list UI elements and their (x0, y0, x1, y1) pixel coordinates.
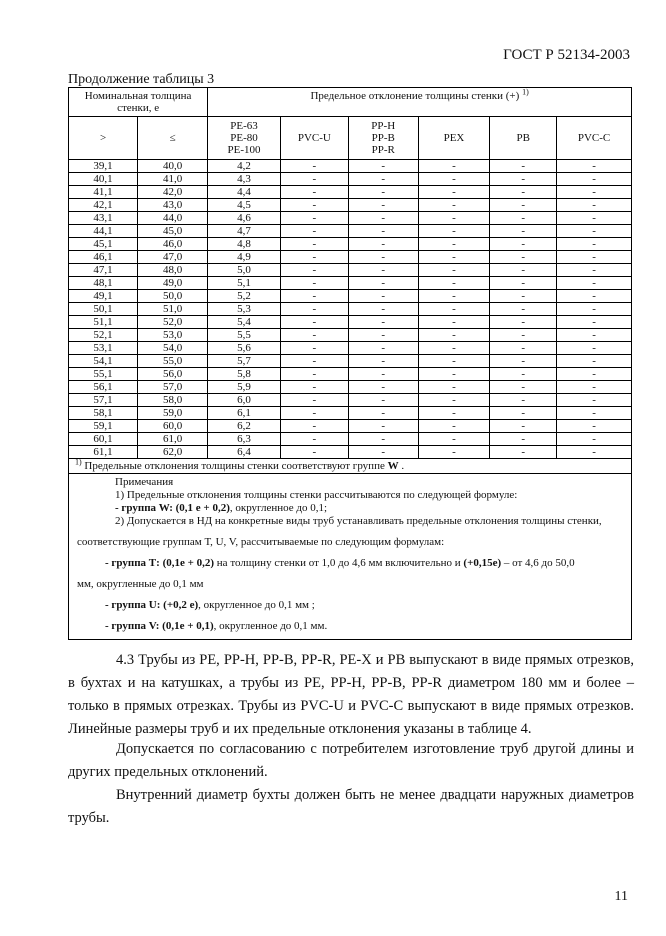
group-u-rest: , округленное до 0,1 мм ; (198, 599, 315, 611)
table-cell: - (348, 420, 418, 433)
table-cell: - (280, 420, 348, 433)
material-ppr: PP-R (371, 144, 395, 156)
table-cell: 4,7 (208, 225, 281, 238)
table-cell: - (348, 199, 418, 212)
table-cell: - (418, 329, 490, 342)
note-group-v (77, 620, 623, 633)
table-row (69, 186, 632, 199)
group-t-mid: на толщину стенки от 1,0 до 4,6 мм включительно и (214, 557, 464, 569)
table-cell: 55,0 (138, 355, 208, 368)
table-cell: 5,6 (208, 342, 281, 355)
table-cell: - (280, 173, 348, 186)
table-cell: - (348, 329, 418, 342)
table-cell: 46,0 (138, 238, 208, 251)
table-cell: 58,1 (69, 407, 138, 420)
group-t-formula: (0,1е + 0,2) (162, 557, 215, 569)
note-group-w (77, 502, 623, 515)
table-cell: - (348, 238, 418, 251)
table-cell: - (348, 316, 418, 329)
table-cell: - (557, 277, 632, 290)
table-cell: - (557, 446, 632, 459)
note-group-u (77, 599, 623, 612)
table-cell: - (348, 446, 418, 459)
footnote-mark: 1) (75, 457, 82, 467)
table-cell: - (418, 394, 490, 407)
group-u-label: - группа U: (105, 599, 161, 611)
table-row (69, 199, 632, 212)
table-cell: 58,0 (138, 394, 208, 407)
table-cell: - (418, 251, 490, 264)
table-cell: 47,1 (69, 264, 138, 277)
table-cell: - (557, 290, 632, 303)
table-cell: 54,0 (138, 342, 208, 355)
table-cell: - (418, 225, 490, 238)
table-cell: - (490, 303, 557, 316)
table-cell: 6,1 (208, 407, 281, 420)
table-cell: - (348, 290, 418, 303)
table-cell: - (348, 225, 418, 238)
table-cell: 4,4 (208, 186, 281, 199)
table-cell: 41,0 (138, 173, 208, 186)
notes-title: Примечания (115, 476, 174, 488)
notes-block (69, 474, 632, 640)
table-cell: 4,2 (208, 160, 281, 173)
table-cell: - (490, 277, 557, 290)
table-header-row-1 (69, 88, 632, 117)
table-cell: 48,0 (138, 264, 208, 277)
table-cell: - (418, 290, 490, 303)
table-cell: - (280, 316, 348, 329)
table-cell: - (418, 407, 490, 420)
table-cell: - (418, 342, 490, 355)
table-cell: - (557, 303, 632, 316)
table-cell: 62,0 (138, 446, 208, 459)
table-cell: 5,8 (208, 368, 281, 381)
table-header-row-2 (69, 117, 632, 160)
table-cell: 5,5 (208, 329, 281, 342)
table-cell: 48,1 (69, 277, 138, 290)
table-cell: - (490, 446, 557, 459)
table-cell: 6,4 (208, 446, 281, 459)
table-cell: - (280, 446, 348, 459)
table-cell: - (490, 433, 557, 446)
table-cell: 5,0 (208, 264, 281, 277)
table-cell: - (418, 433, 490, 446)
table-row (69, 316, 632, 329)
table-cell: 49,1 (69, 290, 138, 303)
table-cell: - (348, 303, 418, 316)
table-cell: - (557, 173, 632, 186)
page-number: 11 (614, 889, 628, 904)
table-cell: - (557, 407, 632, 420)
group-v-label: - группа V: (105, 620, 160, 632)
table-cell: 5,4 (208, 316, 281, 329)
table-cell: - (557, 381, 632, 394)
table-cell: - (348, 407, 418, 420)
table-row (69, 264, 632, 277)
material-ppb: PP-B (371, 132, 395, 144)
table-row (69, 342, 632, 355)
table-cell: 43,1 (69, 212, 138, 225)
table-cell: 59,1 (69, 420, 138, 433)
notes-row (69, 474, 632, 640)
note-1: 1) Предельные отклонения толщины стенки рассчитываются по следующей формуле: (115, 489, 518, 501)
table-cell: 56,1 (69, 381, 138, 394)
table-cell: - (280, 342, 348, 355)
note-group-t-cont: мм, округленные до 0,1 мм (77, 578, 204, 590)
table-cell: 52,0 (138, 316, 208, 329)
table-row (69, 290, 632, 303)
table-cell: - (418, 446, 490, 459)
table-cell: - (418, 173, 490, 186)
table-cell: - (348, 277, 418, 290)
table-cell: 61,1 (69, 446, 138, 459)
table-cell: 60,1 (69, 433, 138, 446)
header-tolerance-footnote-mark: 1) (522, 87, 529, 97)
table-cell: - (490, 329, 557, 342)
note-2b: соответствующие группам Т, U, V, рассчитываемые по следующим формулам: (77, 536, 445, 548)
table-cell: - (490, 225, 557, 238)
table-cell: - (490, 381, 557, 394)
group-t-formula2: (+0,15е) (463, 557, 502, 569)
table-cell: - (280, 290, 348, 303)
table-cell: - (490, 160, 557, 173)
table-cell: - (557, 316, 632, 329)
table-row (69, 238, 632, 251)
table-row (69, 394, 632, 407)
table-cell: 55,1 (69, 368, 138, 381)
table-cell: - (418, 199, 490, 212)
table-cell: - (557, 329, 632, 342)
table-cell: - (418, 355, 490, 368)
table-cell: 5,9 (208, 381, 281, 394)
group-w-label: - группа W: (115, 502, 173, 514)
table-cell: - (557, 355, 632, 368)
table-footnote (69, 459, 632, 474)
table-cell: 51,1 (69, 316, 138, 329)
table-cell: - (418, 303, 490, 316)
table-row (69, 160, 632, 173)
table-cell: - (280, 329, 348, 342)
standard-code: ГОСТ Р 52134-2003 (503, 47, 630, 63)
table-cell: - (490, 290, 557, 303)
table-cell: - (557, 212, 632, 225)
table-row (69, 407, 632, 420)
table-cell: - (418, 212, 490, 225)
table-cell: - (418, 381, 490, 394)
table-cell: - (418, 316, 490, 329)
table-cell: 57,0 (138, 381, 208, 394)
table-cell: - (280, 199, 348, 212)
table-cell: - (490, 368, 557, 381)
table-cell: 6,2 (208, 420, 281, 433)
table-cell: - (418, 420, 490, 433)
material-pe80: PE-80 (230, 132, 258, 144)
table-cell: 4,9 (208, 251, 281, 264)
table-cell: - (490, 199, 557, 212)
table-cell: 4,5 (208, 199, 281, 212)
table-row (69, 277, 632, 290)
table-cell: 61,0 (138, 433, 208, 446)
table-cell: 6,3 (208, 433, 281, 446)
header-tolerance (208, 88, 632, 117)
table-cell: - (557, 199, 632, 212)
note-group-t (77, 557, 623, 570)
table-cell: - (348, 368, 418, 381)
table-cell: 40,0 (138, 160, 208, 173)
group-t-end: – от 4,6 до 50,0 (501, 557, 575, 569)
table-cell: - (490, 251, 557, 264)
table-cell: 50,0 (138, 290, 208, 303)
table-cell: - (557, 394, 632, 407)
table-cell: 4,6 (208, 212, 281, 225)
table-cell: - (490, 186, 557, 199)
table-cell: 39,1 (69, 160, 138, 173)
table-cell: 44,0 (138, 212, 208, 225)
group-v-formula: (0,1е + 0,1) (162, 620, 214, 632)
table-row (69, 433, 632, 446)
table-footnote-row (69, 459, 632, 474)
table-cell: - (557, 368, 632, 381)
table-cell: - (280, 277, 348, 290)
table-cell: 56,0 (138, 368, 208, 381)
table-cell: - (280, 186, 348, 199)
table-cell: - (557, 238, 632, 251)
header-material-pvcc: PVC-C (557, 117, 632, 160)
table-cell: - (490, 407, 557, 420)
table-row (69, 420, 632, 433)
table-cell: 5,3 (208, 303, 281, 316)
table-cell: 5,1 (208, 277, 281, 290)
table-cell: - (490, 212, 557, 225)
table-cell: - (490, 355, 557, 368)
table-cell: - (280, 407, 348, 420)
table-cell: - (280, 433, 348, 446)
table-cell: - (557, 251, 632, 264)
table-cell: 52,1 (69, 329, 138, 342)
table-cell: - (557, 264, 632, 277)
table-cell: - (557, 186, 632, 199)
table-cell: - (418, 186, 490, 199)
paragraph-4-3: 4.3 Трубы из PE, PP-H, PP-B, PP-R, PE-X и PB выпускают в виде прямых отрезков, в бухтах и на катушках, а трубы из PE, PP-H, PP-B, PP-R диаметром 180 мм и более – только в прямых отрезках. Трубы из PVC-U и PVC-C выпускают в виде прямых отрезков. Линейные размеры труб и их предельные отклонения указаны в таблице 4. (68, 652, 634, 737)
table-cell: - (418, 368, 490, 381)
table-cell: - (490, 264, 557, 277)
table-cell: - (280, 251, 348, 264)
table-cell: - (418, 277, 490, 290)
table-row (69, 212, 632, 225)
table-cell: - (557, 342, 632, 355)
header-greater-than: > (69, 117, 138, 160)
table-cell: 46,1 (69, 251, 138, 264)
table-cell: - (348, 394, 418, 407)
table-cell: - (490, 238, 557, 251)
group-u-formula: (+0,2 е) (163, 599, 199, 611)
table-cell: 41,1 (69, 186, 138, 199)
footnote-end: . (401, 460, 405, 472)
table-cell: - (348, 173, 418, 186)
header-tolerance-text: Предельное отклонение толщины стенки (+) (310, 90, 520, 102)
table-row (69, 381, 632, 394)
table-cell: 6,0 (208, 394, 281, 407)
table-cell: - (557, 160, 632, 173)
table-row (69, 251, 632, 264)
table-cell: 4,3 (208, 173, 281, 186)
table-cell: 53,1 (69, 342, 138, 355)
table-cell: - (280, 212, 348, 225)
table-cell: - (490, 342, 557, 355)
table-cell: 45,0 (138, 225, 208, 238)
table-caption: Продолжение таблицы 3 (68, 72, 215, 87)
table-cell: 50,1 (69, 303, 138, 316)
footnote-text: Предельные отклонения толщины стенки соответствуют группе (84, 460, 385, 472)
table-cell: 59,0 (138, 407, 208, 420)
material-pe63: PE-63 (230, 120, 258, 132)
table-cell: - (348, 342, 418, 355)
tolerance-table (68, 87, 632, 640)
table-cell: - (490, 394, 557, 407)
group-w-formula: (0,1 е + 0,2) (175, 502, 230, 514)
table-row (69, 329, 632, 342)
table-cell: 42,1 (69, 199, 138, 212)
table-cell: 57,1 (69, 394, 138, 407)
header-material-pvcu: PVC-U (280, 117, 348, 160)
table-cell: - (348, 251, 418, 264)
footnote-group: W (387, 460, 399, 472)
paragraph-coil-diameter: Внутренний диаметр бухты должен быть не менее двадцати наружных диаметров трубы. (68, 787, 634, 826)
header-nominal-thickness: Номинальная толщина стенки, е (69, 88, 208, 117)
table-cell: - (280, 381, 348, 394)
header-less-equal: ≤ (138, 117, 208, 160)
table-cell: - (557, 420, 632, 433)
table-cell: - (280, 394, 348, 407)
table-cell: - (348, 264, 418, 277)
table-cell: 4,8 (208, 238, 281, 251)
table-cell: 43,0 (138, 199, 208, 212)
table-cell: - (418, 160, 490, 173)
table-cell: - (280, 264, 348, 277)
table-cell: - (490, 420, 557, 433)
table-cell: - (280, 303, 348, 316)
group-v-rest: , округленное до 0,1 мм. (213, 620, 328, 632)
table-cell: - (490, 173, 557, 186)
table-cell: - (280, 238, 348, 251)
material-pph: PP-H (371, 120, 396, 132)
table-cell: - (280, 225, 348, 238)
group-w-rest: , округленное до 0,1; (229, 502, 328, 514)
table-cell: - (557, 225, 632, 238)
table-row (69, 446, 632, 459)
table-cell: - (348, 212, 418, 225)
table-row (69, 368, 632, 381)
table-cell: - (280, 355, 348, 368)
table-row (69, 173, 632, 186)
table-cell: - (418, 238, 490, 251)
table-cell: - (348, 355, 418, 368)
table-cell: - (348, 433, 418, 446)
table-cell: 53,0 (138, 329, 208, 342)
material-pe100: PE-100 (227, 144, 261, 156)
table-cell: 54,1 (69, 355, 138, 368)
header-material-pp (348, 117, 418, 160)
table-cell: 60,0 (138, 420, 208, 433)
table-cell: - (348, 186, 418, 199)
table-cell: 51,0 (138, 303, 208, 316)
table-cell: - (557, 433, 632, 446)
table-cell: 44,1 (69, 225, 138, 238)
table-cell: - (418, 264, 490, 277)
table-cell: 5,2 (208, 290, 281, 303)
table-cell: 5,7 (208, 355, 281, 368)
table-cell: 47,0 (138, 251, 208, 264)
table-cell: 42,0 (138, 186, 208, 199)
group-t-label: - группа Т: (105, 557, 160, 569)
table-row (69, 303, 632, 316)
table-cell: 49,0 (138, 277, 208, 290)
table-cell: 40,1 (69, 173, 138, 186)
table-cell: - (280, 368, 348, 381)
table-cell: - (280, 160, 348, 173)
table-cell: 45,1 (69, 238, 138, 251)
table-row (69, 225, 632, 238)
header-material-pex: PEX (418, 117, 490, 160)
paragraph-length-agreement: Допускается по согласованию с потребителем изготовление труб другой длины и других предельных отклонений. (68, 741, 634, 780)
note-2a: 2) Допускается в НД на конкретные виды труб устанавливать предельные отклонения толщины стенки, (115, 515, 602, 527)
table-row (69, 355, 632, 368)
header-material-pb: PB (490, 117, 557, 160)
table-cell: - (348, 160, 418, 173)
table-cell: - (490, 316, 557, 329)
header-material-pe (208, 117, 281, 160)
table-cell: - (348, 381, 418, 394)
